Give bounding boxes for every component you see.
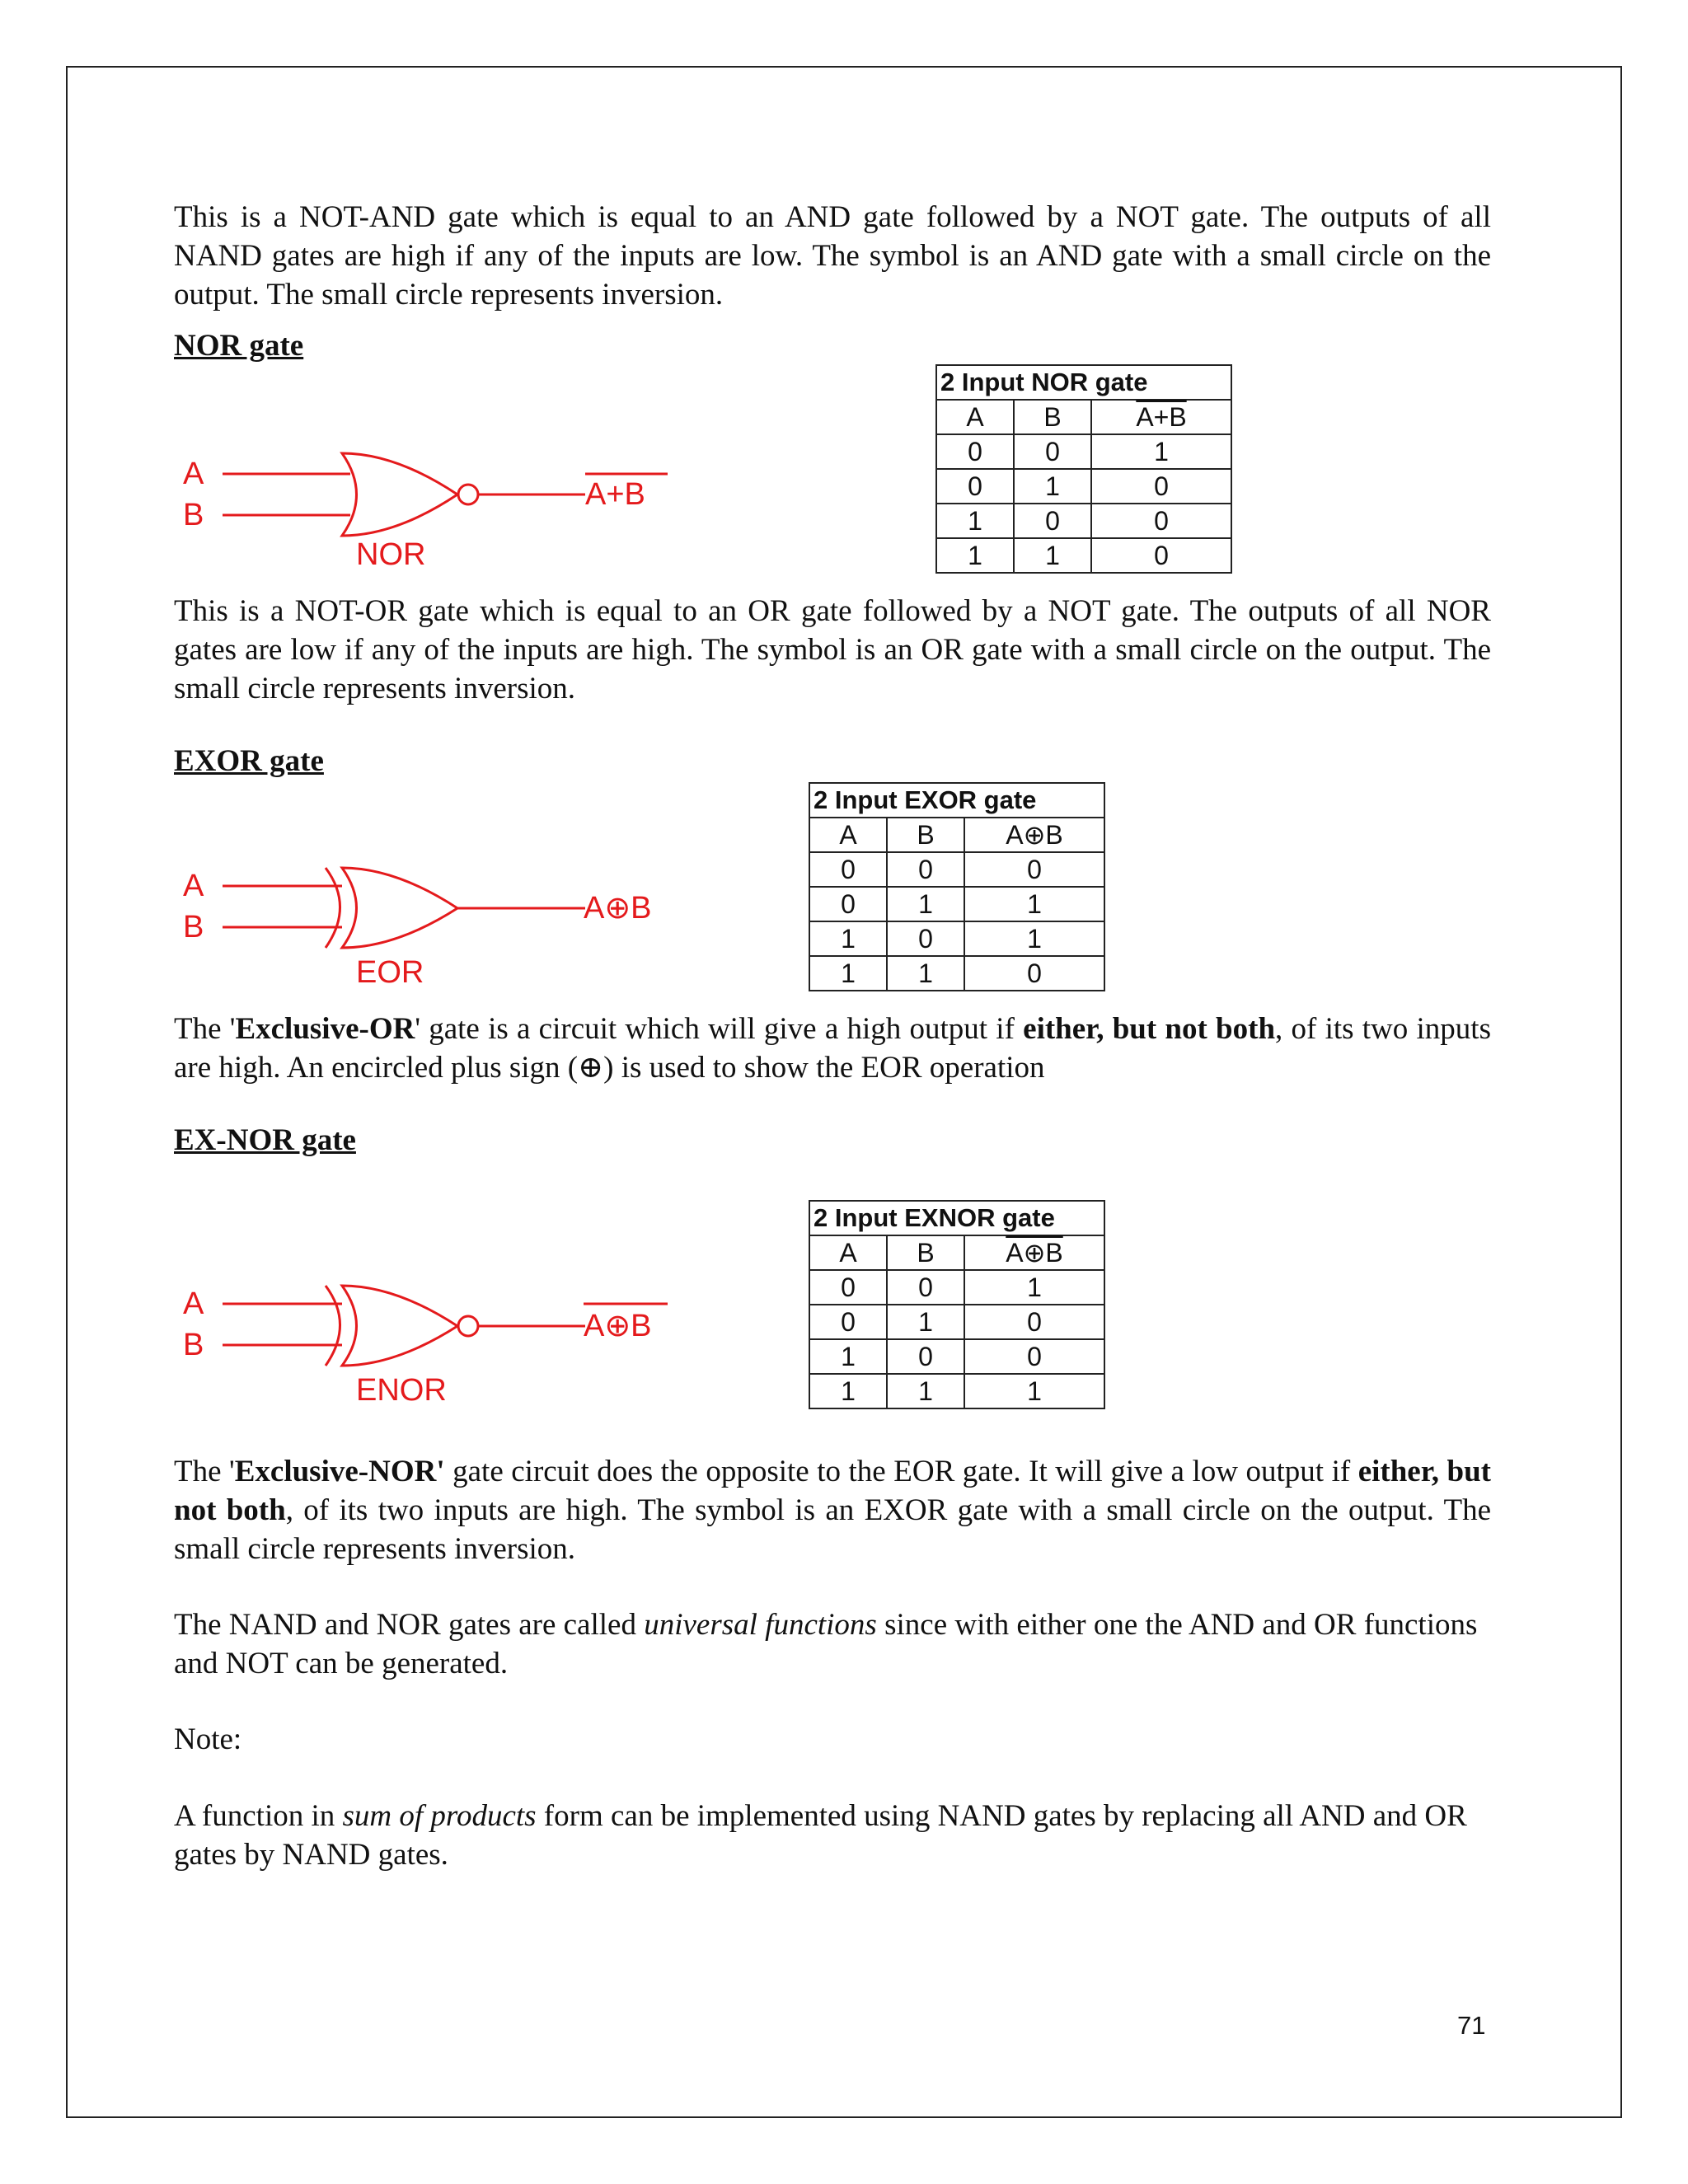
exnor-label-a: A xyxy=(183,1286,204,1321)
exnor-table-title: 2 Input EXNOR gate xyxy=(809,1201,1104,1235)
cell: 1 xyxy=(887,1305,964,1339)
exnor-header-out: A⊕B xyxy=(964,1235,1104,1270)
cell: 0 xyxy=(887,1339,964,1374)
nor-heading: NOR gate xyxy=(174,329,304,363)
table-row xyxy=(809,852,1104,887)
cell: 1 xyxy=(936,504,1014,538)
sop-italic: sum of products xyxy=(342,1799,537,1833)
cell: 0 xyxy=(964,1305,1104,1339)
exor-truth-table xyxy=(809,782,1105,991)
cell: 0 xyxy=(1091,469,1231,504)
nor-label-b: B xyxy=(183,498,204,532)
cell: 1 xyxy=(964,887,1104,921)
exor-label-output: A⊕B xyxy=(584,891,652,926)
universal-text: since with either one the AND and OR functions and NOT can be generated. xyxy=(174,1608,1478,1680)
nor-table-title: 2 Input NOR gate xyxy=(936,365,1231,400)
cell: 1 xyxy=(964,1374,1104,1408)
nor-gate-diagram xyxy=(173,429,684,577)
nor-label-name: NOR xyxy=(356,537,426,572)
nor-inversion-bubble xyxy=(458,485,478,504)
cell: 0 xyxy=(964,1339,1104,1374)
exor-label-name: EOR xyxy=(356,955,424,990)
exor-header-b: B xyxy=(887,818,964,852)
nor-gate-body xyxy=(342,453,457,536)
exnor-truth-table xyxy=(809,1200,1105,1409)
exnor-desc-text: gate circuit does the opposite to the EOR gate. It will give a low output if xyxy=(444,1455,1358,1488)
exnor-desc-text: The ' xyxy=(174,1455,235,1488)
table-row xyxy=(809,956,1104,991)
sop-text: A function in xyxy=(174,1799,343,1833)
cell: 0 xyxy=(887,1270,964,1305)
table-row xyxy=(936,469,1231,504)
cell: 0 xyxy=(809,852,887,887)
table-row xyxy=(809,921,1104,956)
cell: 0 xyxy=(809,887,887,921)
cell: 1 xyxy=(887,956,964,991)
table-row xyxy=(809,1305,1104,1339)
exnor-description xyxy=(174,1452,1491,1568)
table-row xyxy=(936,504,1231,538)
exor-desc-bold: Exclusive-OR xyxy=(235,1012,415,1046)
exnor-gate-diagram xyxy=(173,1263,684,1411)
nand-description: This is a NOT-AND gate which is equal to an AND gate followed by a NOT gate. The outputs of all NAND gates are high if any of the inputs are low. The symbol is an AND gate with a small circle on the output. The small circle represents inversion. xyxy=(174,200,1491,312)
exor-label-b: B xyxy=(183,910,204,944)
table-row xyxy=(809,1270,1104,1305)
exor-gate-body xyxy=(342,868,457,948)
exnor-label-b: B xyxy=(183,1328,204,1362)
cell: 0 xyxy=(1014,434,1091,469)
exor-desc-text: ' gate is a circuit which will give a high output if xyxy=(415,1012,1024,1046)
exor-gate-diagram xyxy=(173,845,684,993)
exor-heading: EXOR gate xyxy=(174,744,324,778)
exor-header-out: A⊕B xyxy=(964,818,1104,852)
cell: 1 xyxy=(809,956,887,991)
exnor-header-a: A xyxy=(809,1235,887,1270)
cell: 1 xyxy=(1091,434,1231,469)
cell: 0 xyxy=(809,1270,887,1305)
cell: 1 xyxy=(809,921,887,956)
exnor-header-b: B xyxy=(887,1235,964,1270)
universal-text: The NAND and NOR gates are called xyxy=(174,1608,645,1642)
cell: 1 xyxy=(809,1339,887,1374)
cell: 0 xyxy=(1014,504,1091,538)
cell: 0 xyxy=(1091,538,1231,573)
cell: 1 xyxy=(964,1270,1104,1305)
cell: 1 xyxy=(964,921,1104,956)
exnor-label-output: A⊕B xyxy=(584,1309,652,1343)
exnor-inversion-bubble xyxy=(458,1316,478,1336)
cell: 0 xyxy=(809,1305,887,1339)
exor-desc-bold: either, but not both xyxy=(1023,1012,1276,1046)
exor-desc-text: , of its two inputs are high. An encircled plus sign (⊕) is used to show the EOR operation xyxy=(174,1012,1491,1085)
cell: 1 xyxy=(936,538,1014,573)
cell: 0 xyxy=(964,852,1104,887)
nor-header-out: A+B xyxy=(1091,400,1231,434)
cell: 1 xyxy=(887,1374,964,1408)
sop-text: form can be implemented using NAND gates by replacing all AND and OR gates by NAND gates. xyxy=(174,1799,1467,1872)
cell: 0 xyxy=(887,852,964,887)
table-row xyxy=(809,887,1104,921)
universal-italic: universal functions xyxy=(644,1608,877,1642)
cell: 0 xyxy=(887,921,964,956)
exnor-desc-text: , of its two inputs are high. The symbol is an EXOR gate with a small circle on the output. The small circle represents inversion. xyxy=(174,1493,1491,1566)
table-row xyxy=(936,538,1231,573)
exnor-desc-bold: either, but not both xyxy=(174,1455,1491,1527)
nor-truth-table xyxy=(935,364,1232,574)
cell: 0 xyxy=(964,956,1104,991)
exor-table-title: 2 Input EXOR gate xyxy=(809,783,1104,818)
cell: 0 xyxy=(936,469,1014,504)
cell: 1 xyxy=(887,887,964,921)
page-number: 71 xyxy=(1457,2011,1486,2040)
table-row xyxy=(809,1339,1104,1374)
exnor-label-name: ENOR xyxy=(356,1373,447,1408)
table-row xyxy=(936,434,1231,469)
exor-description xyxy=(174,1010,1491,1087)
exor-label-a: A xyxy=(183,869,204,903)
note-label: Note: xyxy=(174,1722,242,1756)
cell: 0 xyxy=(1091,504,1231,538)
table-row xyxy=(809,1374,1104,1408)
exnor-desc-bold: Exclusive-NOR' xyxy=(234,1455,445,1488)
nor-description: This is a NOT-OR gate which is equal to an OR gate followed by a NOT gate. The outputs of all NOR gates are low if any of the inputs are high. The symbol is an OR gate with a small circle on the output. The small circle represents inversion. xyxy=(174,594,1491,705)
nor-header-a: A xyxy=(936,400,1014,434)
nor-header-b: B xyxy=(1014,400,1091,434)
nor-label-output: A+B xyxy=(585,477,645,512)
cell: 1 xyxy=(1014,469,1091,504)
exor-extra-curve xyxy=(326,868,340,948)
nor-label-a: A xyxy=(183,457,204,491)
universal-functions-paragraph xyxy=(174,1605,1491,1683)
exnor-heading: EX-NOR gate xyxy=(174,1123,356,1157)
exnor-gate-body xyxy=(342,1286,457,1366)
cell: 1 xyxy=(1014,538,1091,573)
sop-paragraph xyxy=(174,1797,1491,1874)
exnor-extra-curve xyxy=(326,1286,340,1366)
cell: 0 xyxy=(936,434,1014,469)
exor-desc-text: The ' xyxy=(174,1012,236,1046)
cell: 1 xyxy=(809,1374,887,1408)
exor-header-a: A xyxy=(809,818,887,852)
